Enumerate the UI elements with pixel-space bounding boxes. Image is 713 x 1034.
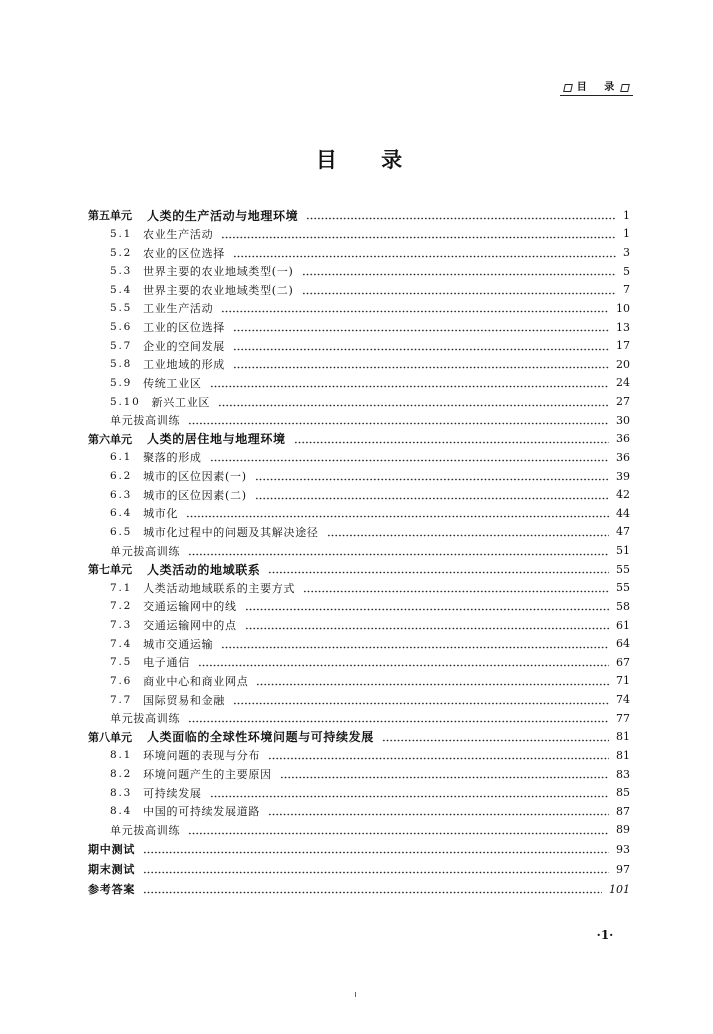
section-title: 城市的区位因素(二)	[143, 488, 247, 502]
toc-section-row	[88, 318, 630, 337]
section-title: 工业的区位选择	[143, 321, 226, 335]
toc-section-row	[88, 448, 630, 467]
toc-section-row	[88, 243, 630, 262]
section-title: 世界主要的农业地域类型(二)	[143, 283, 294, 297]
section-title: 城市的区位因素(一)	[143, 470, 247, 484]
dot-leader	[255, 497, 609, 499]
toc-appendix-row	[88, 839, 630, 859]
section-title: 中国的可持续发展道路	[143, 805, 261, 819]
toc-review-row	[88, 411, 630, 430]
page-number: 1	[623, 208, 630, 222]
section-number: 7.2	[110, 600, 133, 613]
dot-leader	[218, 404, 609, 406]
toc-unit-row	[88, 430, 630, 449]
toc-section-row	[88, 392, 630, 411]
page-number: 58	[616, 599, 630, 613]
dot-leader	[210, 385, 609, 387]
dot-leader	[245, 628, 609, 630]
page-number: 71	[616, 674, 630, 688]
page-number: 20	[616, 357, 630, 371]
toc-unit-row	[88, 206, 630, 225]
toc-review-row	[88, 541, 630, 560]
review-title: 单元拔高训练	[110, 544, 181, 558]
page-number: 89	[616, 823, 630, 837]
dot-leader	[221, 311, 609, 313]
section-number: 5.8	[110, 358, 133, 371]
toc-section-row	[88, 616, 630, 635]
section-title: 城市交通运输	[143, 637, 214, 651]
unit-label: 第七单元	[88, 563, 132, 577]
dot-leader	[188, 721, 609, 723]
dot-leader	[233, 255, 616, 257]
page-number: 42	[616, 488, 630, 502]
page-number: 55	[616, 581, 630, 595]
toc-unit-row	[88, 728, 630, 747]
dot-leader	[221, 236, 616, 238]
table-of-contents	[88, 206, 630, 899]
page-number: 64	[616, 637, 630, 651]
dot-leader	[188, 423, 609, 425]
section-number: 8.4	[110, 805, 133, 818]
section-title: 城市化	[143, 507, 179, 521]
section-title: 农业的区位选择	[143, 246, 226, 260]
toc-section-row	[88, 672, 630, 691]
folio-page-number: ·1·	[596, 928, 614, 942]
page-number: 36	[616, 450, 630, 464]
toc-section-row	[88, 262, 630, 281]
dot-leader	[303, 590, 609, 592]
section-number: 6.1	[110, 451, 133, 464]
dot-leader	[186, 516, 609, 518]
page-number: 27	[616, 395, 630, 409]
section-title: 商业中心和商业网点	[143, 674, 249, 688]
dot-leader	[210, 795, 609, 797]
toc-section-row	[88, 374, 630, 393]
section-title: 企业的空间发展	[143, 339, 226, 353]
unit-label: 第六单元	[88, 432, 132, 446]
toc-section-row	[88, 634, 630, 653]
page-number: 39	[616, 469, 630, 483]
page-number: 44	[616, 506, 630, 520]
page-number: 87	[616, 804, 630, 818]
toc-section-row	[88, 355, 630, 374]
toc-section-row	[88, 765, 630, 784]
unit-title: 人类活动的地域联系	[147, 562, 261, 577]
section-number: 7.3	[110, 619, 133, 632]
toc-section-row	[88, 597, 630, 616]
page-title: 目 录	[315, 148, 403, 172]
unit-title: 人类面临的全球性环境问题与可持续发展	[147, 730, 374, 745]
section-title: 人类活动地域联系的主要方式	[143, 581, 296, 595]
section-number: 6.2	[110, 470, 133, 483]
review-title: 单元拔高训练	[110, 823, 181, 837]
toc-unit-row	[88, 560, 630, 579]
page-number: 93	[616, 842, 630, 856]
page-number: 1	[623, 227, 630, 241]
section-number: 5.2	[110, 246, 133, 259]
section-title: 交通运输网中的线	[143, 600, 237, 614]
page-number: 17	[616, 339, 630, 353]
page-number: 101	[609, 882, 630, 896]
toc-section-row	[88, 746, 630, 765]
unit-title: 人类的生产活动与地理环境	[147, 208, 299, 223]
page-number: 81	[616, 730, 630, 744]
section-number: 7.7	[110, 693, 133, 706]
dot-leader	[268, 814, 609, 816]
section-number: 7.5	[110, 656, 133, 669]
toc-appendix-row	[88, 859, 630, 879]
section-title: 农业生产活动	[143, 227, 214, 241]
unit-title: 人类的居住地与地理环境	[147, 432, 286, 447]
dot-leader	[143, 892, 602, 894]
dot-leader	[256, 683, 609, 685]
page-number: 74	[616, 693, 630, 707]
dot-leader	[302, 274, 617, 276]
toc-section-row	[88, 485, 630, 504]
toc-section-row	[88, 690, 630, 709]
page-number: 3	[623, 246, 630, 260]
review-title: 单元拔高训练	[110, 712, 181, 726]
dot-leader	[280, 777, 609, 779]
unit-label: 第五单元	[88, 209, 132, 223]
running-header-title: 目 录	[576, 81, 615, 93]
toc-section-row	[88, 783, 630, 802]
appendix-title: 期中测试	[88, 843, 136, 857]
section-number: 5.4	[110, 283, 133, 296]
dot-leader	[143, 852, 609, 854]
running-header	[560, 80, 633, 96]
section-title: 环境问题的表现与分布	[143, 749, 261, 763]
section-title: 新兴工业区	[151, 395, 211, 409]
section-title: 工业地域的形成	[143, 358, 226, 372]
section-number: 7.6	[110, 674, 133, 687]
section-number: 7.4	[110, 637, 133, 650]
dot-leader	[143, 872, 609, 874]
dot-leader	[210, 460, 609, 462]
review-title: 单元拔高训练	[110, 414, 181, 428]
section-number: 5.5	[110, 302, 133, 315]
section-title: 传统工业区	[143, 376, 202, 390]
section-number: 5.1	[110, 227, 133, 240]
section-title: 环境问题产生的主要原因	[143, 768, 272, 782]
box-ornament-icon	[620, 84, 630, 92]
toc-section-row	[88, 336, 630, 355]
toc-section-row	[88, 579, 630, 598]
page-number: 5	[623, 264, 630, 278]
toc-section-row	[88, 281, 630, 300]
section-number: 8.2	[110, 768, 133, 781]
dot-leader	[233, 348, 609, 350]
page-number: 13	[616, 320, 630, 334]
toc-section-row	[88, 467, 630, 486]
section-title: 可持续发展	[143, 786, 202, 800]
toc-appendix-row	[88, 879, 630, 899]
section-title: 聚落的形成	[143, 451, 202, 465]
section-number: 8.3	[110, 786, 133, 799]
section-number: 5.7	[110, 339, 133, 352]
toc-review-row	[88, 821, 630, 840]
page-number: 77	[616, 711, 630, 725]
section-number: 6.3	[110, 488, 133, 501]
unit-label: 第八单元	[88, 730, 132, 744]
page-number: 7	[623, 283, 630, 297]
section-title: 电子通信	[143, 656, 190, 670]
appendix-title: 参考答案	[88, 883, 136, 897]
page-number: 67	[616, 655, 630, 669]
page-number: 30	[616, 413, 630, 427]
page-number: 10	[616, 301, 630, 315]
section-title: 交通运输网中的点	[143, 619, 237, 633]
toc-section-row	[88, 802, 630, 821]
dot-leader	[233, 330, 609, 332]
page-number: 61	[616, 618, 630, 632]
dot-leader	[382, 739, 609, 741]
toc-section-row	[88, 653, 630, 672]
section-number: 5.9	[110, 376, 133, 389]
dot-leader	[327, 534, 609, 536]
dot-leader	[188, 832, 609, 834]
section-number: 8.1	[110, 749, 133, 762]
dot-leader	[221, 646, 609, 648]
section-number: 5.3	[110, 265, 133, 278]
section-number: 6.5	[110, 525, 133, 538]
toc-section-row	[88, 225, 630, 244]
toc-section-row	[88, 299, 630, 318]
dot-leader	[245, 609, 609, 611]
dot-leader	[268, 572, 609, 574]
section-title: 世界主要的农业地域类型(一)	[143, 265, 294, 279]
dot-leader	[188, 553, 609, 555]
dot-leader	[255, 479, 609, 481]
section-number: 5.6	[110, 321, 133, 334]
toc-review-row	[88, 709, 630, 728]
page-number: 51	[616, 544, 630, 558]
box-ornament-icon	[563, 84, 573, 92]
page-number: 24	[616, 376, 630, 390]
toc-section-row	[88, 523, 630, 542]
dot-leader	[233, 367, 609, 369]
appendix-title: 期末测试	[88, 863, 136, 877]
toc-section-row	[88, 504, 630, 523]
page-number: 55	[616, 562, 630, 576]
dot-leader	[198, 665, 609, 667]
dot-leader	[306, 218, 616, 220]
section-title: 国际贸易和金融	[143, 693, 226, 707]
page-number: 83	[616, 767, 630, 781]
dot-leader	[268, 758, 609, 760]
page-number: 85	[616, 786, 630, 800]
section-number: 6.4	[110, 507, 133, 520]
page-number: 97	[616, 862, 630, 876]
section-number: 5.10	[110, 395, 141, 408]
dot-leader	[302, 292, 617, 294]
section-number: 7.1	[110, 581, 133, 594]
page-number: 81	[616, 748, 630, 762]
page-number: 36	[616, 432, 630, 446]
section-title: 工业生产活动	[143, 302, 214, 316]
page-number: 47	[616, 525, 630, 539]
section-title: 城市化过程中的问题及其解决途径	[143, 525, 319, 539]
dot-leader	[233, 702, 609, 704]
dot-leader	[294, 441, 609, 443]
scan-mark	[355, 992, 356, 997]
